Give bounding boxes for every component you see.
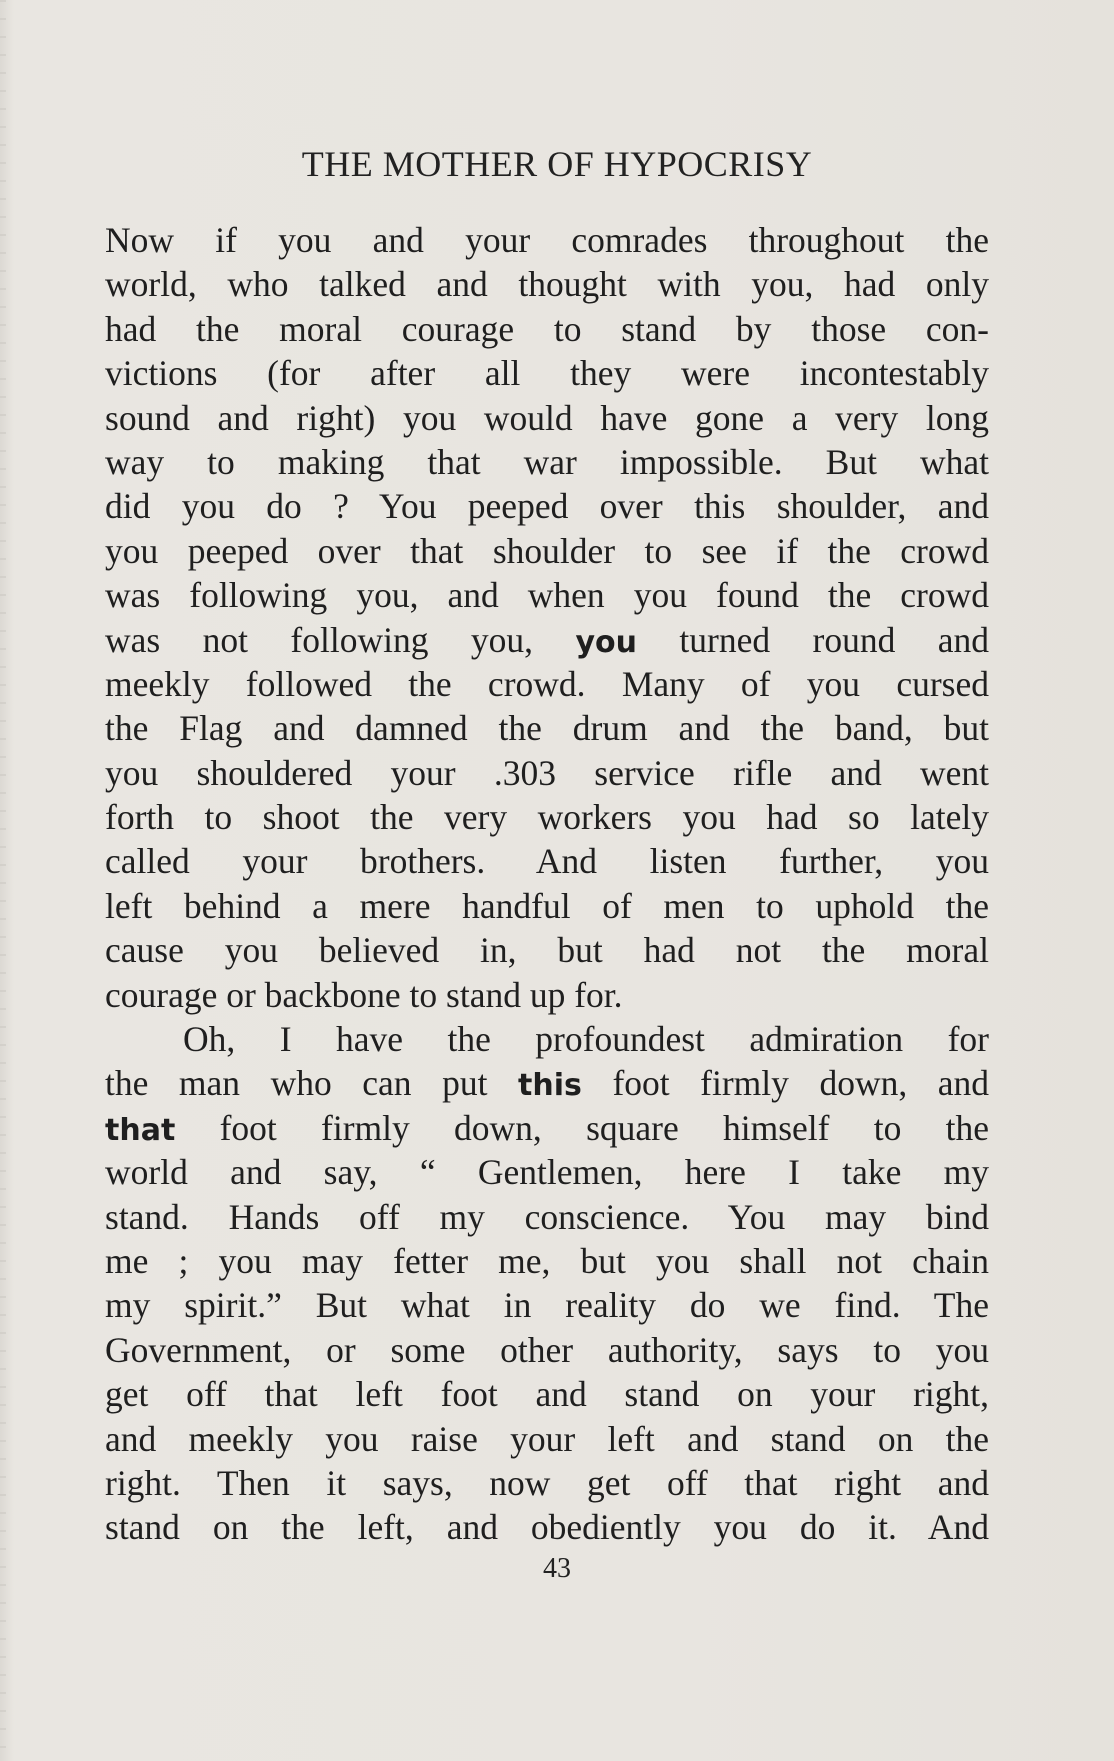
running-head: THE MOTHER OF HYPOCRISY	[301, 144, 813, 184]
text-line: get off that left foot and stand on your right,	[105, 1374, 989, 1415]
text-segment: foot firmly down, square himself to the	[219, 1107, 990, 1148]
text-line: world and say, “ Gentlemen, here I take my	[105, 1152, 989, 1193]
text-line: you peeped over that shoulder to see if the crowd	[105, 530, 989, 571]
text-line: had the moral courage to stand by those con-	[105, 308, 989, 349]
text-line: cause you believed in, but had not the moral	[105, 930, 989, 971]
text-segment: foot firmly down, and	[612, 1063, 990, 1104]
text-line: called your brothers. And listen further, you	[105, 841, 989, 882]
text-segment: turned round and	[679, 619, 989, 660]
text-line	[105, 1061, 989, 1105]
text-line: Government, or some other authority, says to you	[105, 1329, 989, 1370]
text-segment: was not following you,	[105, 619, 534, 660]
text-line: did you do ? You peeped over this shoulder, and	[105, 486, 989, 527]
text-segment: the man who can put	[105, 1063, 488, 1104]
page-edge	[0, 0, 6, 1761]
text-line: my spirit.” But what in reality do we find. The	[105, 1285, 989, 1326]
body-text	[105, 218, 989, 1550]
emphasized-word: that	[105, 1112, 176, 1148]
text-line: you shouldered your .303 service rifle and went	[105, 752, 989, 793]
text-line	[105, 1106, 989, 1150]
text-line: victions (for after all they were incontestably	[105, 353, 989, 394]
text-line: right. Then it says, now get off that right and	[105, 1462, 989, 1503]
text-line: forth to shoot the very workers you had so lately	[105, 797, 989, 838]
text-line: stand on the left, and obediently you do it. And	[105, 1507, 989, 1548]
text-line: and meekly you raise your left and stand on the	[105, 1418, 989, 1459]
text-line: sound and right) you would have gone a very long	[105, 397, 989, 438]
page-number: 43	[543, 1553, 571, 1584]
text-line: stand. Hands off my conscience. You may bind	[105, 1196, 989, 1237]
text-line	[105, 618, 989, 662]
text-line: way to making that war impossible. But what	[105, 441, 989, 482]
text-line: the Flag and damned the drum and the band, but	[105, 708, 989, 749]
text-line: left behind a mere handful of men to uphold the	[105, 885, 989, 926]
text-line: Oh, I have the profoundest admiration for	[183, 1019, 989, 1060]
text-line: meekly followed the crowd. Many of you cursed	[105, 663, 989, 704]
text-line: Now if you and your comrades throughout the	[105, 220, 989, 260]
emphasized-word: this	[518, 1068, 582, 1104]
text-line: world, who talked and thought with you, had only	[105, 264, 989, 305]
text-line: was following you, and when you found the crowd	[105, 575, 989, 616]
text-line: me ; you may fetter me, but you shall not chain	[105, 1240, 989, 1281]
emphasized-word: you	[575, 624, 637, 660]
text-line: courage or backbone to stand up for.	[105, 974, 623, 1015]
